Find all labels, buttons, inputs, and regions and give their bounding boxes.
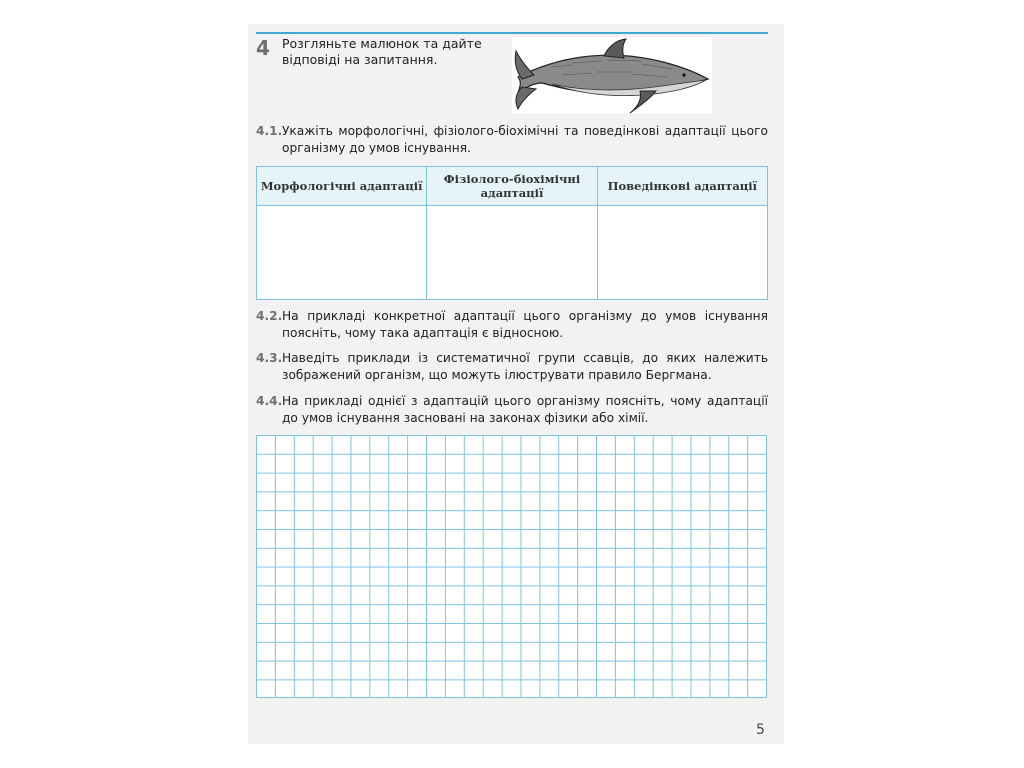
header-physiological: Фізіолого-біохімічні адаптації	[427, 167, 597, 206]
top-rule	[256, 32, 768, 34]
question-number: 4.2.	[256, 309, 283, 323]
header-morphological: Морфологічні адаптації	[257, 167, 427, 206]
question-4-1	[256, 123, 768, 156]
question-number: 4.1.	[256, 124, 283, 138]
answer-cell-behavioral[interactable]	[597, 206, 767, 300]
task-intro: Розгляньте малюнок та дайте відповіді на запитання.	[282, 36, 482, 67]
question-4-4	[256, 393, 768, 426]
answer-cell-morphological[interactable]	[257, 206, 427, 300]
workbook-page	[248, 24, 784, 744]
table-header-row	[257, 167, 768, 206]
question-4-2	[256, 308, 768, 341]
table-answer-row[interactable]	[257, 206, 768, 300]
adaptations-table	[256, 166, 768, 300]
header-behavioral: Поведінкові адаптації	[597, 167, 767, 206]
answer-grid[interactable]	[256, 435, 767, 698]
page-number: 5	[756, 722, 765, 738]
task-number: 4	[256, 36, 270, 60]
question-4-3	[256, 350, 768, 383]
question-text: На прикладі однієї з адаптацій цього організму поясніть, чому адаптації до умов існування засновані на законах фізики або хімії.	[282, 394, 768, 425]
question-text: Укажіть морфологічні, фізіолого-біохімічні та поведінкові адаптації цього організму до умов існування.	[282, 124, 768, 155]
answer-cell-physiological[interactable]	[427, 206, 597, 300]
question-text: На прикладі конкретної адаптації цього організму до умов існування поясніть, чому така адаптація є відносною.	[282, 309, 768, 340]
question-text: Наведіть приклади із систематичної групи ссавців, до яких належить зображений організм, що можуть ілюструвати правило Бергмана.	[282, 351, 768, 382]
dolphin-illustration-icon	[512, 37, 712, 114]
question-number: 4.4.	[256, 394, 283, 408]
question-number: 4.3.	[256, 351, 283, 365]
